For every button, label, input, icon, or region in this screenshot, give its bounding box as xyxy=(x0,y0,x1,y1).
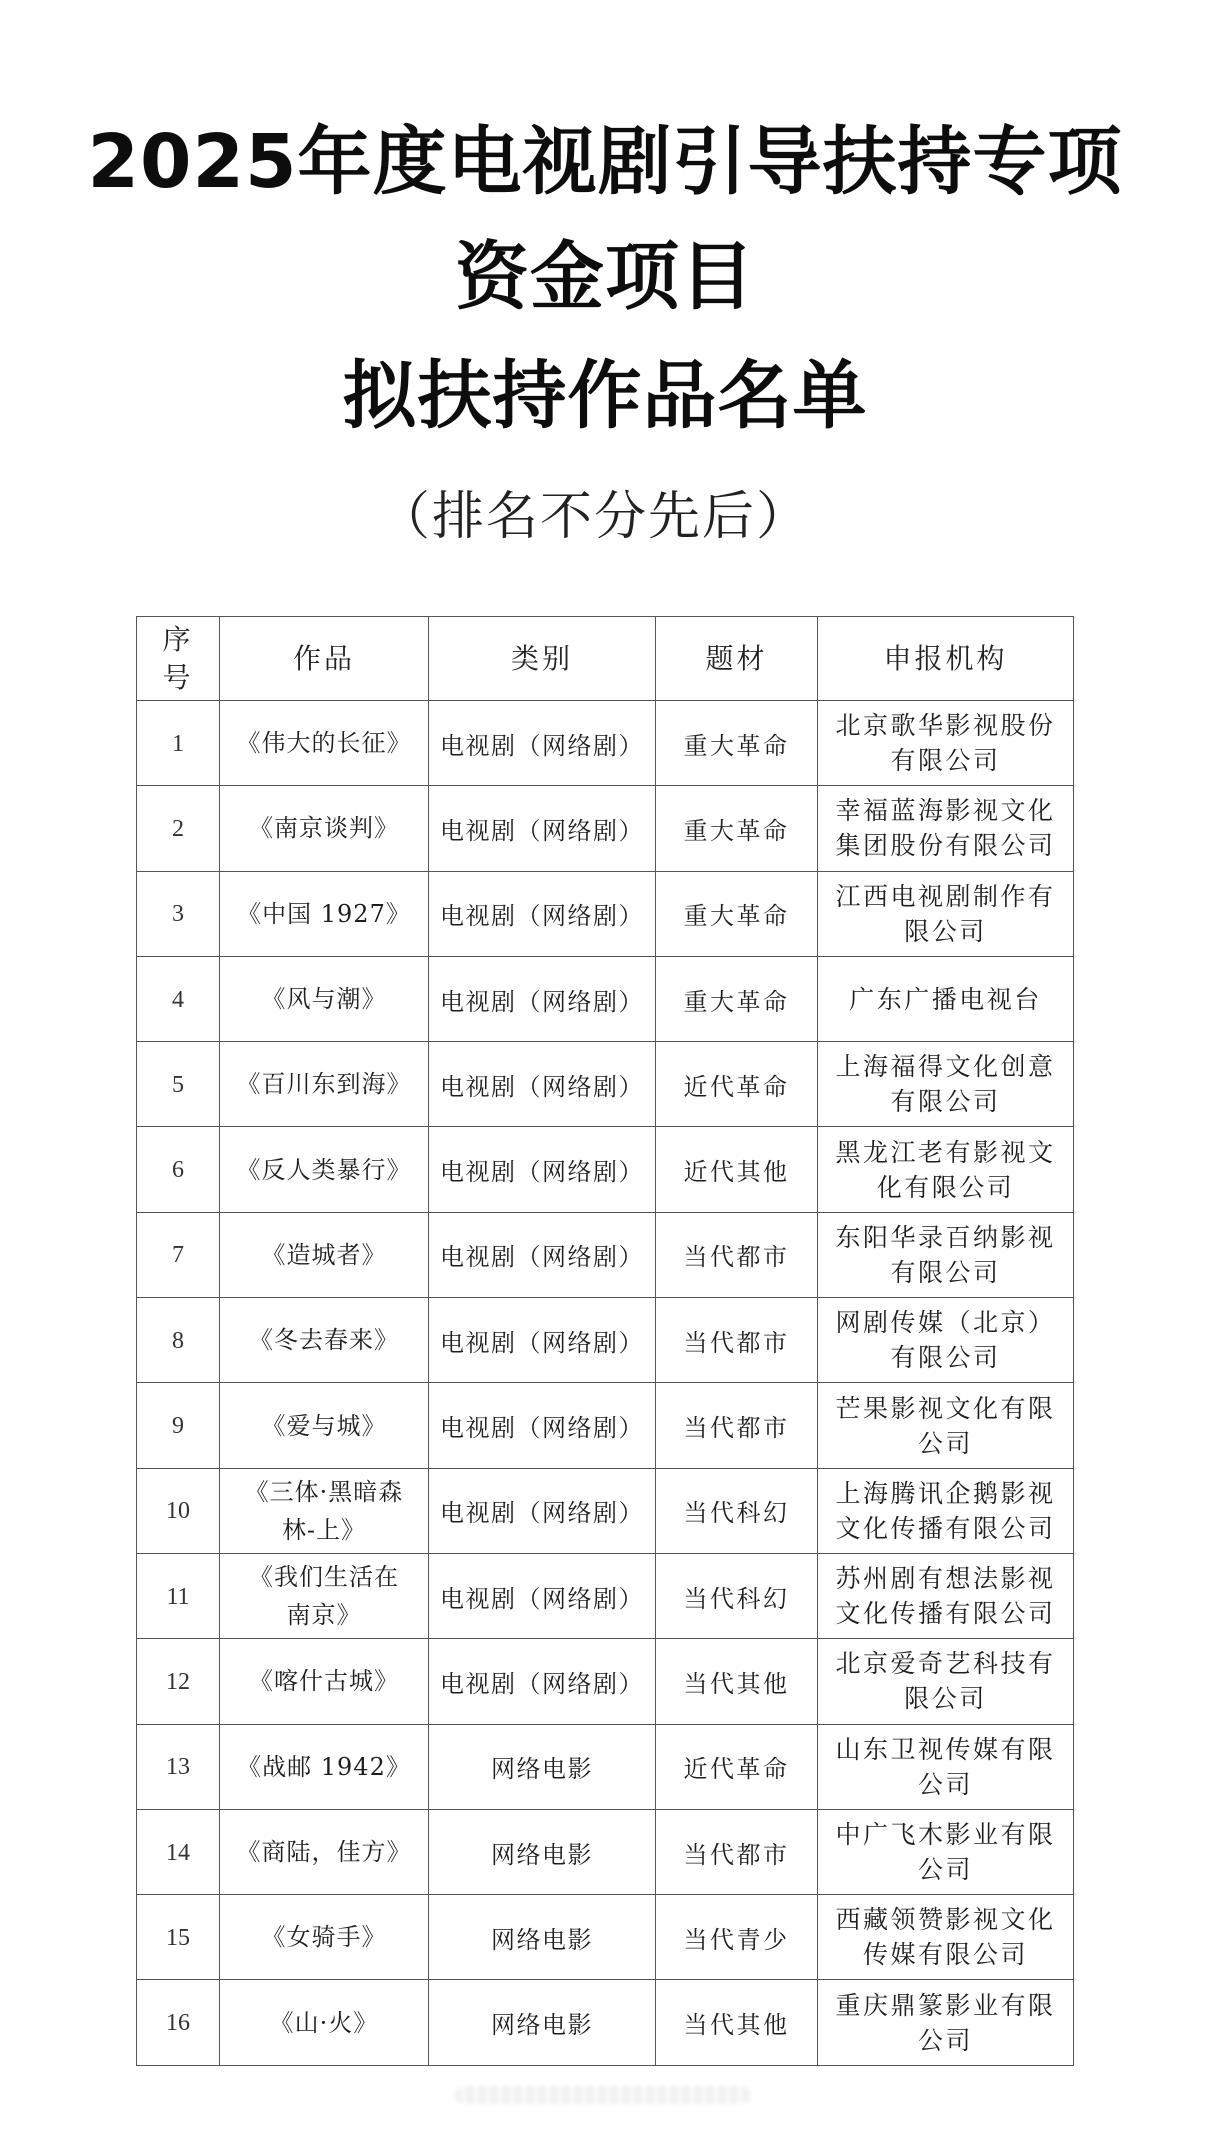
cell-category xyxy=(429,1042,656,1127)
cell-title xyxy=(220,1724,429,1809)
cell-title-text: 《南京谈判》 xyxy=(249,814,399,843)
cell-index xyxy=(137,1724,220,1809)
cell-subject xyxy=(656,701,818,786)
cell-index xyxy=(137,1042,220,1127)
cell-subject-text: 近代革命 xyxy=(683,1755,790,1784)
header-category xyxy=(429,617,656,701)
cell-organization xyxy=(818,1383,1074,1468)
cell-title-text: 《我们生活在南京》 xyxy=(249,1563,399,1630)
cell-subject xyxy=(656,1639,818,1724)
cell-subject-text: 当代都市 xyxy=(683,1243,790,1272)
cell-organization xyxy=(818,701,1074,786)
cell-title-text: 《百川东到海》 xyxy=(236,1070,412,1099)
cell-title xyxy=(220,1298,429,1383)
cell-title-text: 《造城者》 xyxy=(261,1240,387,1269)
cell-category xyxy=(429,1639,656,1724)
cell-organization-text: 幸福蓝海影视文化集团股份有限公司 xyxy=(835,796,1056,861)
cell-title-text: 《喀什古城》 xyxy=(249,1667,399,1696)
cell-index-text: 8 xyxy=(172,1327,184,1354)
cell-index-text: 4 xyxy=(172,986,184,1013)
cell-index-text: 2 xyxy=(172,815,184,842)
table-row xyxy=(137,1042,1074,1127)
cell-category-text: 电视剧（网络剧） xyxy=(440,1499,644,1528)
table-row xyxy=(137,871,1074,956)
cell-category xyxy=(429,871,656,956)
cell-title-text: 《商陆，佳方》 xyxy=(236,1838,412,1866)
cell-category-text: 电视剧（网络剧） xyxy=(440,1669,644,1698)
table-row xyxy=(137,956,1074,1041)
table-row xyxy=(137,1639,1074,1724)
cell-index-text: 6 xyxy=(172,1157,184,1184)
page-title-line-1: 2025年度电视剧引导扶持专项 xyxy=(87,119,1123,205)
cell-subject-text: 当代其他 xyxy=(683,1669,790,1698)
cell-organization xyxy=(818,1042,1074,1127)
table-row xyxy=(137,1724,1074,1809)
cell-title xyxy=(220,1042,429,1127)
cell-index xyxy=(137,1553,220,1638)
cell-title-text: 《中国 1927》 xyxy=(237,899,411,928)
cell-index xyxy=(137,1895,220,1980)
cell-subject xyxy=(656,1298,818,1383)
blurred-watermark xyxy=(455,2086,751,2104)
cell-category xyxy=(429,1212,656,1297)
header-index-label: 序号 xyxy=(162,622,194,694)
cell-index-text: 12 xyxy=(166,1668,190,1695)
cell-title xyxy=(220,1809,429,1894)
cell-category xyxy=(429,1809,656,1894)
cell-organization xyxy=(818,1639,1074,1724)
cell-title xyxy=(220,1383,429,1468)
cell-subject-text: 重大革命 xyxy=(683,987,790,1016)
cell-title xyxy=(220,1895,429,1980)
cell-category xyxy=(429,1980,656,2065)
table-row xyxy=(137,1809,1074,1894)
cell-index xyxy=(137,1127,220,1212)
cell-category-text: 电视剧（网络剧） xyxy=(440,1414,644,1443)
cell-category xyxy=(429,1895,656,1980)
cell-subject-text: 当代科幻 xyxy=(683,1499,790,1528)
header-title xyxy=(220,617,429,701)
cell-subject xyxy=(656,1042,818,1127)
cell-subject-text: 重大革命 xyxy=(683,902,790,931)
page-title-line-3: 拟扶持作品名单 xyxy=(342,353,868,439)
cell-organization xyxy=(818,1127,1074,1212)
cell-subject xyxy=(656,956,818,1041)
cell-subject-text: 当代都市 xyxy=(683,1414,790,1443)
cell-title xyxy=(220,786,429,871)
cell-index-text: 13 xyxy=(166,1754,190,1781)
cell-title xyxy=(220,1553,429,1638)
cell-category xyxy=(429,701,656,786)
cell-subject-text: 当代都市 xyxy=(683,1840,790,1869)
cell-subject xyxy=(656,1809,818,1894)
cell-organization xyxy=(818,1809,1074,1894)
cell-index-text: 9 xyxy=(172,1413,184,1440)
header-category-label: 类别 xyxy=(510,641,573,675)
cell-organization-text: 东阳华录百纳影视有限公司 xyxy=(835,1222,1056,1287)
cell-subject xyxy=(656,1212,818,1297)
cell-organization-text: 黑龙江老有影视文化有限公司 xyxy=(835,1137,1056,1202)
table-header xyxy=(137,617,1074,701)
cell-organization xyxy=(818,1980,1074,2065)
cell-index xyxy=(137,786,220,871)
table-row xyxy=(137,1895,1074,1980)
cell-category xyxy=(429,1468,656,1553)
cell-organization-text: 西藏领赞影视文化传媒有限公司 xyxy=(835,1905,1056,1970)
cell-category-text: 网络电影 xyxy=(491,1840,593,1869)
cell-category xyxy=(429,1724,656,1809)
cell-organization-text: 江西电视剧制作有限公司 xyxy=(835,881,1056,946)
cell-index-text: 1 xyxy=(172,730,184,757)
cell-subject-text: 近代其他 xyxy=(683,1158,790,1187)
cell-category xyxy=(429,1298,656,1383)
cell-title-text: 《冬去春来》 xyxy=(249,1326,399,1355)
header-index xyxy=(137,617,220,701)
header-organization-label: 申报机构 xyxy=(883,641,1008,675)
subtitle-ranking-note: （排名不分先后） xyxy=(377,487,810,547)
cell-organization xyxy=(818,1298,1074,1383)
cell-index-text: 15 xyxy=(166,1924,190,1951)
cell-organization xyxy=(818,1468,1074,1553)
cell-index xyxy=(137,1639,220,1724)
cell-title xyxy=(220,701,429,786)
cell-organization-text: 北京歌华影视股份有限公司 xyxy=(835,711,1056,776)
cell-category-text: 电视剧（网络剧） xyxy=(440,1243,644,1272)
table-row xyxy=(137,1298,1074,1383)
cell-title-text: 《反人类暴行》 xyxy=(236,1155,412,1184)
cell-title xyxy=(220,1212,429,1297)
cell-subject xyxy=(656,871,818,956)
supported-works-table xyxy=(136,616,1074,2066)
cell-organization-text: 北京爱奇艺科技有限公司 xyxy=(835,1649,1056,1714)
cell-category xyxy=(429,1127,656,1212)
cell-category xyxy=(429,956,656,1041)
cell-category-text: 电视剧（网络剧） xyxy=(440,1072,644,1101)
cell-index xyxy=(137,1468,220,1553)
cell-title-text: 《风与潮》 xyxy=(261,985,387,1014)
cell-title-text: 《山·火》 xyxy=(269,2008,379,2037)
cell-subject-text: 当代都市 xyxy=(683,1328,790,1357)
cell-organization-text: 山东卫视传媒有限公司 xyxy=(835,1734,1056,1799)
cell-index-text: 14 xyxy=(166,1839,190,1866)
cell-organization-text: 上海福得文化创意有限公司 xyxy=(835,1052,1056,1117)
cell-index-text: 7 xyxy=(172,1242,184,1269)
table-row xyxy=(137,1212,1074,1297)
header-subject xyxy=(656,617,818,701)
cell-category-text: 网络电影 xyxy=(491,1925,593,1954)
table-row xyxy=(137,1127,1074,1212)
cell-category-text: 电视剧（网络剧） xyxy=(440,731,644,760)
header-organization xyxy=(818,617,1074,701)
cell-subject-text: 当代科幻 xyxy=(683,1584,790,1613)
table-row xyxy=(137,1468,1074,1553)
cell-index xyxy=(137,956,220,1041)
table-row xyxy=(137,1553,1074,1638)
cell-category-text: 电视剧（网络剧） xyxy=(440,902,644,931)
cell-title xyxy=(220,1468,429,1553)
cell-index xyxy=(137,1980,220,2065)
cell-index-text: 10 xyxy=(166,1498,190,1525)
cell-index xyxy=(137,1298,220,1383)
cell-category-text: 电视剧（网络剧） xyxy=(440,1328,644,1357)
table-row xyxy=(137,786,1074,871)
cell-subject-text: 当代其他 xyxy=(683,2011,790,2040)
cell-title xyxy=(220,1639,429,1724)
cell-title-text: 《爱与城》 xyxy=(261,1411,387,1440)
cell-category-text: 电视剧（网络剧） xyxy=(440,816,644,845)
cell-index xyxy=(137,1383,220,1468)
header-row xyxy=(137,617,1074,701)
cell-title-text: 《战邮 1942》 xyxy=(237,1752,411,1781)
cell-subject xyxy=(656,1383,818,1468)
cell-category-text: 网络电影 xyxy=(491,2011,593,2040)
cell-subject xyxy=(656,1724,818,1809)
cell-subject-text: 重大革命 xyxy=(683,731,790,760)
cell-organization-text: 芒果影视文化有限公司 xyxy=(835,1393,1056,1458)
cell-organization-text: 中广飞木影业有限公司 xyxy=(835,1820,1056,1884)
table-row xyxy=(137,1383,1074,1468)
cell-category xyxy=(429,1553,656,1638)
cell-index xyxy=(137,871,220,956)
cell-organization-text: 网剧传媒（北京）有限公司 xyxy=(835,1308,1056,1373)
cell-subject xyxy=(656,1127,818,1212)
cell-organization-text: 苏州剧有想法影视文化传播有限公司 xyxy=(835,1564,1056,1629)
cell-index-text: 16 xyxy=(166,2010,190,2037)
cell-title xyxy=(220,871,429,956)
table-body xyxy=(137,701,1074,2066)
page-title-line-2: 资金项目 xyxy=(455,234,755,320)
cell-subject xyxy=(656,1980,818,2065)
cell-title-text: 《伟大的长征》 xyxy=(236,729,412,758)
cell-subject xyxy=(656,1468,818,1553)
cell-category xyxy=(429,1383,656,1468)
cell-organization xyxy=(818,956,1074,1041)
cell-organization xyxy=(818,1212,1074,1297)
cell-title-text: 《三体·黑暗森林-上》 xyxy=(244,1477,404,1544)
header-subject-label: 题材 xyxy=(705,641,768,675)
cell-subject xyxy=(656,1553,818,1638)
cell-index xyxy=(137,1212,220,1297)
cell-organization-text: 重庆鼎篆影业有限公司 xyxy=(835,1990,1056,2055)
cell-category-text: 电视剧（网络剧） xyxy=(440,1584,644,1613)
cell-title-text: 《女骑手》 xyxy=(261,1923,387,1952)
cell-subject-text: 重大革命 xyxy=(683,816,790,845)
cell-organization xyxy=(818,1553,1074,1638)
cell-subject xyxy=(656,786,818,871)
cell-subject-text: 当代青少 xyxy=(683,1925,790,1954)
cell-organization-text: 广东广播电视台 xyxy=(849,984,1042,1014)
cell-organization xyxy=(818,1895,1074,1980)
cell-organization-text: 上海腾讯企鹅影视文化传播有限公司 xyxy=(835,1478,1056,1543)
cell-category-text: 电视剧（网络剧） xyxy=(440,987,644,1016)
cell-subject-text: 近代革命 xyxy=(683,1072,790,1101)
cell-title xyxy=(220,956,429,1041)
table-row xyxy=(137,701,1074,786)
cell-category xyxy=(429,786,656,871)
cell-category-text: 电视剧（网络剧） xyxy=(440,1158,644,1187)
cell-organization xyxy=(818,1724,1074,1809)
cell-subject xyxy=(656,1895,818,1980)
cell-title xyxy=(220,1980,429,2065)
cell-index-text: 3 xyxy=(172,901,184,928)
cell-organization xyxy=(818,786,1074,871)
cell-category-text: 网络电影 xyxy=(491,1755,593,1784)
cell-title xyxy=(220,1127,429,1212)
table-row xyxy=(137,1980,1074,2065)
cell-index xyxy=(137,701,220,786)
cell-index-text: 5 xyxy=(172,1071,184,1098)
cell-index-text: 11 xyxy=(166,1583,190,1610)
header-title-label: 作品 xyxy=(292,641,355,675)
cell-index xyxy=(137,1809,220,1894)
cell-organization xyxy=(818,871,1074,956)
